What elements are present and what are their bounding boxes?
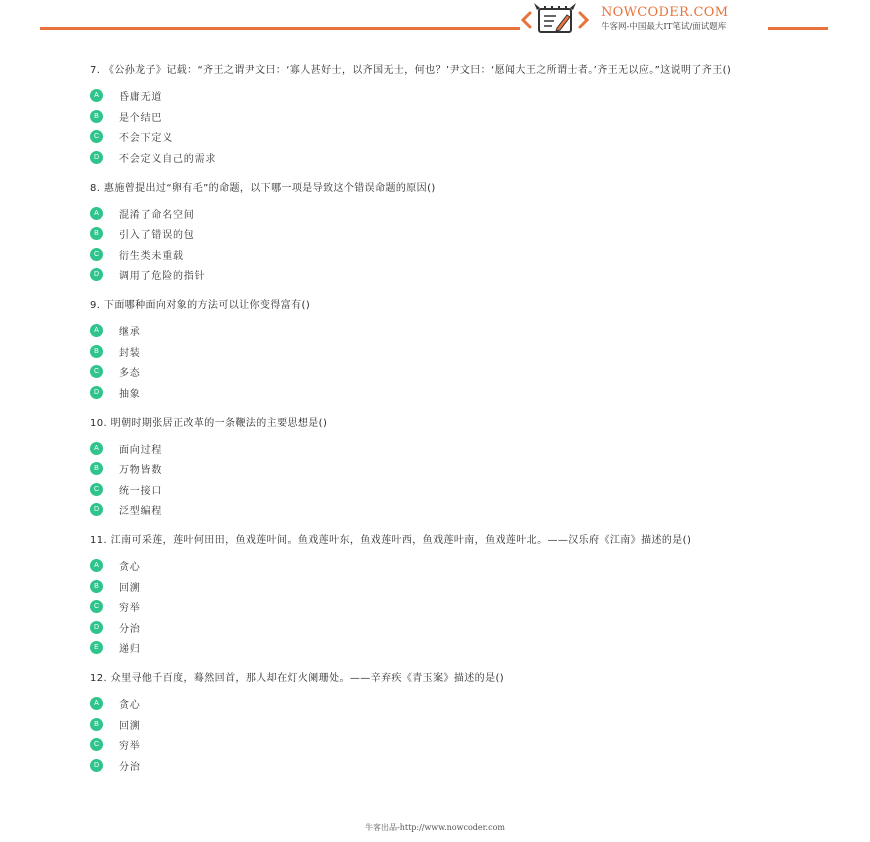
option-d[interactable] bbox=[90, 617, 790, 638]
option-label: 回溯 bbox=[119, 582, 141, 594]
option-c[interactable] bbox=[90, 479, 790, 500]
question-text: 10. 明朝时期张居正改革的一条鞭法的主要思想是() bbox=[90, 417, 328, 429]
option-a[interactable] bbox=[90, 321, 790, 342]
question-7 bbox=[90, 64, 790, 168]
question-text: 7. 《公孙龙子》记载：“齐王之谓尹文曰：‘寡人甚好士，以齐国无士，何也？’尹文曰：‘愿闻大王之所谓士者。’齐王无以应。”这说明了齐王() bbox=[90, 65, 732, 76]
page-footer: 牛客出品-http://www.nowcoder.com bbox=[365, 823, 505, 832]
option-label: 面向过程 bbox=[119, 444, 163, 456]
option-a[interactable] bbox=[90, 694, 790, 715]
option-letter-badge: A bbox=[90, 89, 103, 102]
question-9 bbox=[90, 299, 790, 403]
option-d[interactable] bbox=[90, 265, 790, 286]
option-b[interactable] bbox=[90, 341, 790, 362]
option-label: 封装 bbox=[119, 347, 141, 359]
option-letter-badge: B bbox=[90, 227, 103, 240]
page-header bbox=[0, 0, 870, 40]
option-letter-badge: D bbox=[90, 386, 103, 399]
option-d[interactable] bbox=[90, 382, 790, 403]
nowcoder-logo-icon bbox=[520, 3, 590, 33]
option-b[interactable] bbox=[90, 106, 790, 127]
option-letter-badge: C bbox=[90, 483, 103, 496]
option-label: 统一接口 bbox=[119, 485, 163, 497]
question-11 bbox=[90, 534, 790, 658]
option-label: 多态 bbox=[119, 368, 141, 380]
option-letter-badge: D bbox=[90, 759, 103, 772]
option-label: 混淆了命名空间 bbox=[119, 209, 195, 221]
option-letter-badge: B bbox=[90, 345, 103, 358]
option-label: 万物皆数 bbox=[119, 465, 163, 477]
option-d[interactable] bbox=[90, 755, 790, 776]
question-text: 9. 下面哪种面向对象的方法可以让你变得富有() bbox=[90, 300, 311, 311]
option-c[interactable] bbox=[90, 362, 790, 383]
brand-name: NOWCODER.COM bbox=[601, 5, 729, 20]
option-label: 调用了危险的指针 bbox=[119, 271, 206, 283]
option-a[interactable] bbox=[90, 556, 790, 577]
option-label: 昏庸无道 bbox=[119, 92, 163, 104]
question-text: 12. 众里寻他千百度，蓦然回首，那人却在灯火阑珊处。——辛弃疾《青玉案》描述的是() bbox=[90, 673, 505, 684]
option-c[interactable] bbox=[90, 244, 790, 265]
option-label: 继承 bbox=[119, 327, 141, 339]
option-label: 穷举 bbox=[119, 603, 141, 615]
question-8 bbox=[90, 182, 790, 286]
option-b[interactable] bbox=[90, 576, 790, 597]
option-letter-badge: D bbox=[90, 268, 103, 281]
option-letter-badge: A bbox=[90, 324, 103, 337]
option-b[interactable] bbox=[90, 714, 790, 735]
option-c[interactable] bbox=[90, 597, 790, 618]
option-letter-badge: C bbox=[90, 738, 103, 751]
option-label: 引入了错误的包 bbox=[119, 230, 195, 242]
option-letter-badge: B bbox=[90, 110, 103, 123]
option-letter-badge: D bbox=[90, 151, 103, 164]
option-letter-badge: A bbox=[90, 697, 103, 710]
brand-tagline: 牛客网-中国最大IT笔试/面试题库 bbox=[601, 22, 727, 32]
question-text: 11. 江南可采莲，莲叶何田田，鱼戏莲叶间。鱼戏莲叶东，鱼戏莲叶西，鱼戏莲叶南，鱼戏莲叶北。——汉乐府《江南》描述的是() bbox=[90, 535, 692, 546]
option-label: 递归 bbox=[119, 644, 141, 656]
option-letter-badge: C bbox=[90, 248, 103, 261]
option-label: 不会定义自己的需求 bbox=[119, 153, 217, 165]
option-letter-badge: A bbox=[90, 442, 103, 455]
option-b[interactable] bbox=[90, 459, 790, 480]
option-label: 穷举 bbox=[119, 741, 141, 753]
option-c[interactable] bbox=[90, 127, 790, 148]
question-text: 8. 惠施曾提出过“卵有毛”的命题，以下哪一项是导致这个错误命题的原因() bbox=[90, 182, 436, 194]
option-a[interactable] bbox=[90, 86, 790, 107]
header-rule-left bbox=[40, 27, 520, 30]
option-letter-badge: A bbox=[90, 207, 103, 220]
option-a[interactable] bbox=[90, 203, 790, 224]
option-label: 抽象 bbox=[119, 388, 141, 400]
option-letter-badge: B bbox=[90, 580, 103, 593]
option-letter-badge: B bbox=[90, 718, 103, 731]
option-a[interactable] bbox=[90, 438, 790, 459]
option-label: 贪心 bbox=[119, 700, 141, 712]
option-label: 是个结巴 bbox=[119, 112, 163, 124]
option-label: 衍生类未重载 bbox=[119, 250, 184, 262]
option-label: 回溯 bbox=[119, 720, 141, 732]
option-label: 分治 bbox=[119, 761, 141, 773]
option-letter-badge: D bbox=[90, 503, 103, 516]
option-letter-badge: B bbox=[90, 462, 103, 475]
option-d[interactable] bbox=[90, 147, 790, 168]
option-e[interactable] bbox=[90, 638, 790, 659]
option-d[interactable] bbox=[90, 500, 790, 521]
option-letter-badge: C bbox=[90, 600, 103, 613]
option-letter-badge: D bbox=[90, 621, 103, 634]
question-10 bbox=[90, 417, 790, 521]
question-12 bbox=[90, 672, 790, 776]
question-list bbox=[90, 64, 790, 790]
option-letter-badge: C bbox=[90, 365, 103, 378]
option-label: 不会下定义 bbox=[119, 133, 173, 145]
header-rule-right bbox=[768, 27, 828, 30]
option-label: 贪心 bbox=[119, 562, 141, 574]
option-label: 泛型编程 bbox=[119, 506, 163, 518]
option-letter-badge: A bbox=[90, 559, 103, 572]
option-c[interactable] bbox=[90, 735, 790, 756]
option-letter-badge: E bbox=[90, 641, 103, 654]
option-b[interactable] bbox=[90, 224, 790, 245]
option-letter-badge: C bbox=[90, 130, 103, 143]
option-label: 分治 bbox=[119, 623, 141, 635]
